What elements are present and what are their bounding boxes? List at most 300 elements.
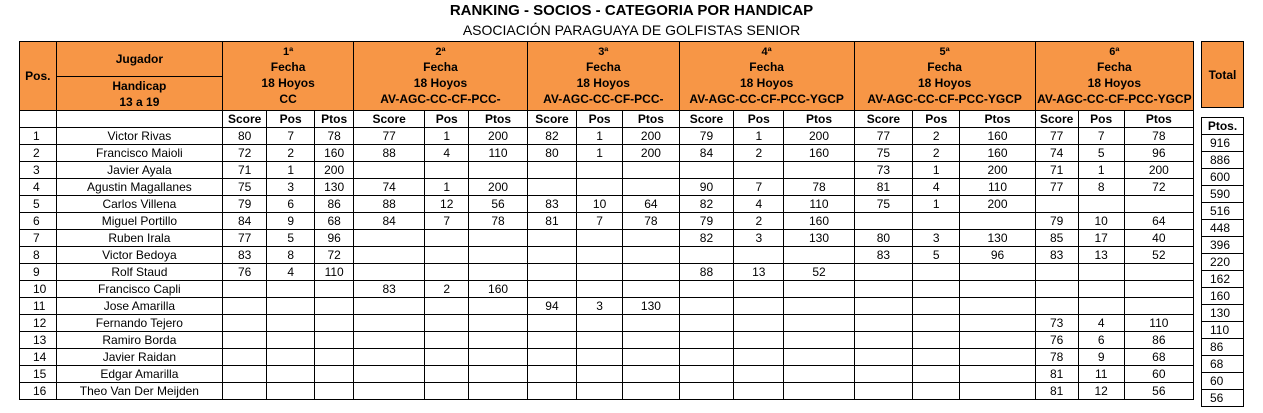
- score-header: Score: [1035, 111, 1078, 128]
- rank-cell: 2: [20, 145, 57, 162]
- pos-cell: [577, 315, 623, 332]
- score-cell: [354, 383, 425, 400]
- score-header: Score: [854, 111, 913, 128]
- score-cell: [354, 247, 425, 264]
- fecha-header-4: [679, 42, 854, 111]
- pos-cell: 8: [267, 247, 315, 264]
- pos-col-header: Pos: [267, 111, 315, 128]
- pos-cell: [267, 332, 315, 349]
- pos-cell: [1078, 281, 1124, 298]
- pos-cell: [577, 366, 623, 383]
- total-cell: 68: [1202, 356, 1244, 373]
- score-cell: [223, 383, 267, 400]
- pos-cell: 2: [425, 281, 469, 298]
- handicap-header: [56, 77, 223, 111]
- score-cell: 76: [223, 264, 267, 281]
- pos-cell: [425, 298, 469, 315]
- score-cell: [527, 247, 576, 264]
- pos-cell: [267, 298, 315, 315]
- fecha-num: 4ª: [761, 45, 772, 58]
- ptos-cell: 200: [623, 145, 680, 162]
- pos-cell: [425, 162, 469, 179]
- score-cell: [1035, 196, 1078, 213]
- player-name: Javier Raidan: [56, 349, 223, 366]
- pos-col-header: Pos: [734, 111, 784, 128]
- ptos-cell: 56: [469, 196, 528, 213]
- fecha-num: 2ª: [435, 45, 446, 58]
- ptos-cell: [960, 298, 1035, 315]
- total-cell: 160: [1202, 288, 1244, 305]
- total-cell: 448: [1202, 220, 1244, 237]
- ptos-header: Ptos: [1124, 111, 1193, 128]
- pos-col-header: Pos: [577, 111, 623, 128]
- pos-cell: [577, 281, 623, 298]
- score-cell: [354, 230, 425, 247]
- table-row: [20, 349, 1194, 366]
- score-cell: 79: [679, 213, 733, 230]
- ptos-cell: [469, 366, 528, 383]
- ptos-cell: 64: [1124, 213, 1193, 230]
- ptos-header: Ptos: [960, 111, 1035, 128]
- score-cell: [1035, 264, 1078, 281]
- fecha-num: 6ª: [1109, 45, 1120, 58]
- ptos-header: Ptos: [623, 111, 680, 128]
- score-cell: 77: [854, 128, 913, 145]
- total-cell: 600: [1202, 169, 1244, 186]
- score-cell: 79: [679, 128, 733, 145]
- pos-cell: [267, 281, 315, 298]
- ptos-cell: [469, 264, 528, 281]
- pos-cell: [425, 230, 469, 247]
- score-cell: 71: [1035, 162, 1078, 179]
- total-row: [1202, 339, 1244, 356]
- ptos-cell: 130: [315, 179, 354, 196]
- score-cell: 83: [223, 247, 267, 264]
- pos-cell: 1: [577, 145, 623, 162]
- score-cell: 88: [354, 196, 425, 213]
- pos-cell: 1: [267, 162, 315, 179]
- pos-cell: 2: [913, 128, 960, 145]
- handicap-label: Handicap: [112, 78, 167, 93]
- score-cell: [679, 349, 733, 366]
- score-cell: [679, 247, 733, 264]
- ptos-cell: [623, 383, 680, 400]
- pos-cell: 7: [577, 213, 623, 230]
- player-name: Miguel Portillo: [56, 213, 223, 230]
- score-cell: [223, 315, 267, 332]
- score-cell: 82: [679, 230, 733, 247]
- pos-cell: 7: [425, 213, 469, 230]
- score-cell: 81: [1035, 366, 1078, 383]
- pos-cell: [577, 230, 623, 247]
- score-cell: [527, 366, 576, 383]
- score-cell: [854, 366, 913, 383]
- table-row: [20, 213, 1194, 230]
- ptos-cell: [784, 366, 854, 383]
- score-cell: [223, 332, 267, 349]
- ptos-cell: [784, 332, 854, 349]
- player-name: Victor Bedoya: [56, 247, 223, 264]
- total-ptos-header: Ptos.: [1202, 118, 1244, 135]
- pos-cell: 3: [267, 179, 315, 196]
- score-cell: [527, 179, 576, 196]
- total-cell: 886: [1202, 152, 1244, 169]
- ptos-cell: [960, 315, 1035, 332]
- ptos-cell: 160: [315, 145, 354, 162]
- total-cell: 130: [1202, 305, 1244, 322]
- ptos-cell: [469, 315, 528, 332]
- ptos-cell: 78: [784, 179, 854, 196]
- pos-cell: 9: [267, 213, 315, 230]
- pos-cell: 7: [734, 179, 784, 196]
- score-cell: [854, 315, 913, 332]
- total-row: [1202, 152, 1244, 169]
- fecha-num: 1ª: [282, 45, 294, 58]
- ptos-cell: [623, 332, 680, 349]
- fecha-num: 5ª: [939, 45, 950, 58]
- ptos-cell: [960, 213, 1035, 230]
- fecha-label: Fecha: [585, 59, 621, 74]
- total-row: [1202, 322, 1244, 339]
- pos-col-header: Pos: [1078, 111, 1124, 128]
- fecha-label: Fecha: [1097, 59, 1132, 74]
- total-cell: 162: [1202, 271, 1244, 288]
- fecha-header-5: [854, 42, 1035, 111]
- pos-cell: 2: [734, 145, 784, 162]
- score-cell: 75: [854, 196, 913, 213]
- rank-cell: 14: [20, 349, 57, 366]
- ptos-cell: 160: [469, 281, 528, 298]
- ptos-cell: [784, 383, 854, 400]
- ptos-cell: 110: [469, 145, 528, 162]
- rank-cell: 13: [20, 332, 57, 349]
- pos-cell: [425, 332, 469, 349]
- pos-cell: 3: [577, 298, 623, 315]
- player-name: Ruben Irala: [56, 230, 223, 247]
- ptos-cell: 130: [960, 230, 1035, 247]
- score-cell: 83: [854, 247, 913, 264]
- ptos-cell: 40: [1124, 230, 1193, 247]
- score-cell: [223, 366, 267, 383]
- rank-cell: 6: [20, 213, 57, 230]
- pos-cell: 3: [913, 230, 960, 247]
- total-header: Total: [1202, 42, 1244, 108]
- total-row: [1202, 186, 1244, 203]
- player-name: Theo Van Der Meijden: [56, 383, 223, 400]
- total-row: [1202, 271, 1244, 288]
- pos-cell: [913, 366, 960, 383]
- total-cell: 396: [1202, 237, 1244, 254]
- ptos-cell: [623, 230, 680, 247]
- pos-cell: [913, 383, 960, 400]
- spacer: [1202, 108, 1244, 118]
- ptos-cell: [469, 383, 528, 400]
- pos-cell: [734, 298, 784, 315]
- pos-cell: 1: [425, 128, 469, 145]
- ptos-cell: [469, 247, 528, 264]
- pos-cell: 1: [913, 196, 960, 213]
- table-row: [20, 196, 1194, 213]
- ptos-cell: [315, 315, 354, 332]
- pos-cell: 4: [267, 264, 315, 281]
- fecha-holes: 18 Hoyos: [739, 75, 794, 90]
- pos-cell: 5: [1078, 145, 1124, 162]
- pos-cell: 5: [913, 247, 960, 264]
- total-row: [1202, 203, 1244, 220]
- ptos-cell: 52: [1124, 247, 1193, 264]
- blank-cell: [20, 111, 57, 128]
- total-row: [1202, 390, 1244, 407]
- pos-cell: [425, 247, 469, 264]
- pos-cell: 10: [577, 196, 623, 213]
- total-row: [1202, 373, 1244, 390]
- rank-cell: 16: [20, 383, 57, 400]
- pos-cell: [577, 179, 623, 196]
- fecha-holes: 18 Hoyos: [917, 75, 972, 90]
- total-cell: 56: [1202, 390, 1244, 407]
- ptos-cell: 160: [960, 128, 1035, 145]
- fecha-label: Fecha: [270, 59, 306, 74]
- ptos-cell: 68: [315, 213, 354, 230]
- pos-cell: 3: [734, 230, 784, 247]
- score-cell: 83: [1035, 247, 1078, 264]
- fecha-course: AV-AGC-CC-CF-PCC-: [543, 91, 664, 106]
- pos-header: Pos.: [20, 42, 57, 111]
- pos-cell: 17: [1078, 230, 1124, 247]
- score-cell: [854, 332, 913, 349]
- ptos-cell: [623, 247, 680, 264]
- score-cell: 94: [527, 298, 576, 315]
- ptos-cell: 86: [1124, 332, 1193, 349]
- ptos-cell: [469, 230, 528, 247]
- pos-cell: [425, 315, 469, 332]
- fecha-course: CC: [279, 91, 297, 106]
- jugador-header: [56, 42, 223, 77]
- fecha-header-3: [527, 42, 679, 111]
- ptos-cell: [623, 179, 680, 196]
- score-cell: [527, 315, 576, 332]
- score-cell: [354, 366, 425, 383]
- pos-cell: 8: [1078, 179, 1124, 196]
- ptos-cell: 86: [315, 196, 354, 213]
- score-cell: [679, 298, 733, 315]
- table-row: [20, 247, 1194, 264]
- ptos-cell: 160: [784, 213, 854, 230]
- pos-cell: [913, 349, 960, 366]
- table-row: [20, 383, 1194, 400]
- ptos-cell: [623, 162, 680, 179]
- ptos-cell: [784, 162, 854, 179]
- table-row: [20, 264, 1194, 281]
- ptos-cell: [1124, 196, 1193, 213]
- score-cell: 74: [354, 179, 425, 196]
- fecha-header-1: [223, 42, 354, 111]
- score-cell: 83: [354, 281, 425, 298]
- pos-cell: 7: [267, 128, 315, 145]
- pos-cell: [577, 247, 623, 264]
- pos-cell: [577, 264, 623, 281]
- table-row: [20, 281, 1194, 298]
- score-cell: 78: [1035, 349, 1078, 366]
- ranking-table: [19, 41, 1194, 400]
- pos-cell: [267, 383, 315, 400]
- pos-cell: [577, 349, 623, 366]
- rank-cell: 11: [20, 298, 57, 315]
- score-cell: [679, 315, 733, 332]
- player-name: Fernando Tejero: [56, 315, 223, 332]
- total-row: [1202, 254, 1244, 271]
- score-cell: 88: [354, 145, 425, 162]
- player-name: Jose Amarilla: [56, 298, 223, 315]
- score-cell: [354, 162, 425, 179]
- score-cell: [527, 162, 576, 179]
- ptos-cell: [315, 332, 354, 349]
- fecha-holes: 18 Hoyos: [261, 75, 315, 90]
- pos-cell: [577, 383, 623, 400]
- pos-cell: [913, 213, 960, 230]
- score-cell: 85: [1035, 230, 1078, 247]
- handicap-range: 13 a 19: [119, 94, 160, 109]
- fecha-header-2: [354, 42, 528, 111]
- ptos-cell: [784, 298, 854, 315]
- pos-cell: [734, 281, 784, 298]
- score-cell: 82: [527, 128, 576, 145]
- total-row: [1202, 356, 1244, 373]
- pos-cell: 6: [1078, 332, 1124, 349]
- fecha-label: Fecha: [927, 59, 962, 74]
- ptos-cell: 72: [1124, 179, 1193, 196]
- pos-cell: [734, 315, 784, 332]
- total-row: [1202, 288, 1244, 305]
- pos-cell: 11: [1078, 366, 1124, 383]
- table-row: [20, 145, 1194, 162]
- score-cell: 71: [223, 162, 267, 179]
- score-cell: 74: [1035, 145, 1078, 162]
- player-name: Rolf Staud: [56, 264, 223, 281]
- table-row: [20, 230, 1194, 247]
- player-name: Agustin Magallanes: [56, 179, 223, 196]
- pos-col-header: Pos: [913, 111, 960, 128]
- score-cell: [527, 281, 576, 298]
- table-row: [20, 298, 1194, 315]
- total-row: [1202, 135, 1244, 152]
- score-cell: [223, 281, 267, 298]
- rank-cell: 9: [20, 264, 57, 281]
- total-cell: 516: [1202, 203, 1244, 220]
- table-row: [20, 128, 1194, 145]
- player-name: Francisco Maioli: [56, 145, 223, 162]
- ptos-cell: 200: [1124, 162, 1193, 179]
- total-cell: 916: [1202, 135, 1244, 152]
- pos-cell: 7: [1078, 128, 1124, 145]
- score-cell: 77: [223, 230, 267, 247]
- player-name: Ramiro Borda: [56, 332, 223, 349]
- rank-cell: 7: [20, 230, 57, 247]
- fecha-label: Fecha: [423, 59, 458, 74]
- pos-cell: 2: [913, 145, 960, 162]
- ptos-cell: 160: [784, 145, 854, 162]
- pos-cell: [267, 366, 315, 383]
- score-cell: [679, 383, 733, 400]
- ptos-cell: 160: [960, 145, 1035, 162]
- pos-cell: 2: [267, 145, 315, 162]
- ptos-cell: 72: [315, 247, 354, 264]
- player-name: Francisco Capli: [56, 281, 223, 298]
- pos-cell: 10: [1078, 213, 1124, 230]
- ptos-cell: [623, 281, 680, 298]
- page-subtitle: ASOCIACIÓN PARAGUAYA DE GOLFISTAS SENIOR: [462, 22, 801, 38]
- pos-cell: [267, 315, 315, 332]
- score-cell: [679, 162, 733, 179]
- ptos-cell: 56: [1124, 383, 1193, 400]
- ptos-cell: [960, 332, 1035, 349]
- score-cell: 84: [223, 213, 267, 230]
- score-cell: [854, 349, 913, 366]
- ptos-cell: [960, 383, 1035, 400]
- rank-cell: 5: [20, 196, 57, 213]
- score-cell: [1035, 281, 1078, 298]
- pos-cell: 5: [267, 230, 315, 247]
- total-row: [1202, 237, 1244, 254]
- pos-cell: [425, 383, 469, 400]
- total-cell: 60: [1202, 373, 1244, 390]
- page-title: RANKING - SOCIOS - CATEGORIA POR HANDICAP: [449, 2, 814, 19]
- score-cell: 83: [527, 196, 576, 213]
- ptos-cell: [315, 281, 354, 298]
- fecha-course: AV-AGC-CC-CF-PCC-YGCP: [867, 91, 1022, 106]
- ptos-cell: 96: [1124, 145, 1193, 162]
- ptos-cell: [1124, 298, 1193, 315]
- ptos-cell: [623, 349, 680, 366]
- fecha-course: AV-AGC-CC-CF-PCC-YGCP: [1037, 91, 1192, 106]
- ptos-cell: 78: [469, 213, 528, 230]
- blank-cell: [56, 111, 223, 128]
- pos-cell: [734, 383, 784, 400]
- score-cell: 80: [854, 230, 913, 247]
- ptos-cell: 110: [1124, 315, 1193, 332]
- total-row: [1202, 169, 1244, 186]
- ptos-cell: [315, 366, 354, 383]
- score-cell: [354, 332, 425, 349]
- score-cell: [527, 264, 576, 281]
- score-cell: [679, 332, 733, 349]
- score-cell: 77: [1035, 128, 1078, 145]
- pos-cell: [577, 332, 623, 349]
- score-cell: 72: [223, 145, 267, 162]
- score-cell: 82: [679, 196, 733, 213]
- pos-cell: 4: [1078, 315, 1124, 332]
- fecha-holes: 18 Hoyos: [1087, 75, 1142, 90]
- ptos-cell: [960, 366, 1035, 383]
- score-cell: [223, 298, 267, 315]
- ptos-cell: 78: [623, 213, 680, 230]
- pos-cell: [913, 332, 960, 349]
- pos-cell: [913, 315, 960, 332]
- pos-cell: 4: [913, 179, 960, 196]
- total-cell: 220: [1202, 254, 1244, 271]
- ptos-cell: 200: [960, 162, 1035, 179]
- score-cell: 77: [1035, 179, 1078, 196]
- pos-cell: 13: [734, 264, 784, 281]
- ptos-cell: [784, 349, 854, 366]
- ptos-cell: 200: [469, 128, 528, 145]
- pos-cell: 9: [1078, 349, 1124, 366]
- pos-cell: [734, 162, 784, 179]
- score-header: Score: [679, 111, 733, 128]
- ptos-cell: 200: [469, 179, 528, 196]
- ptos-header: Ptos: [315, 111, 354, 128]
- ptos-cell: 96: [315, 230, 354, 247]
